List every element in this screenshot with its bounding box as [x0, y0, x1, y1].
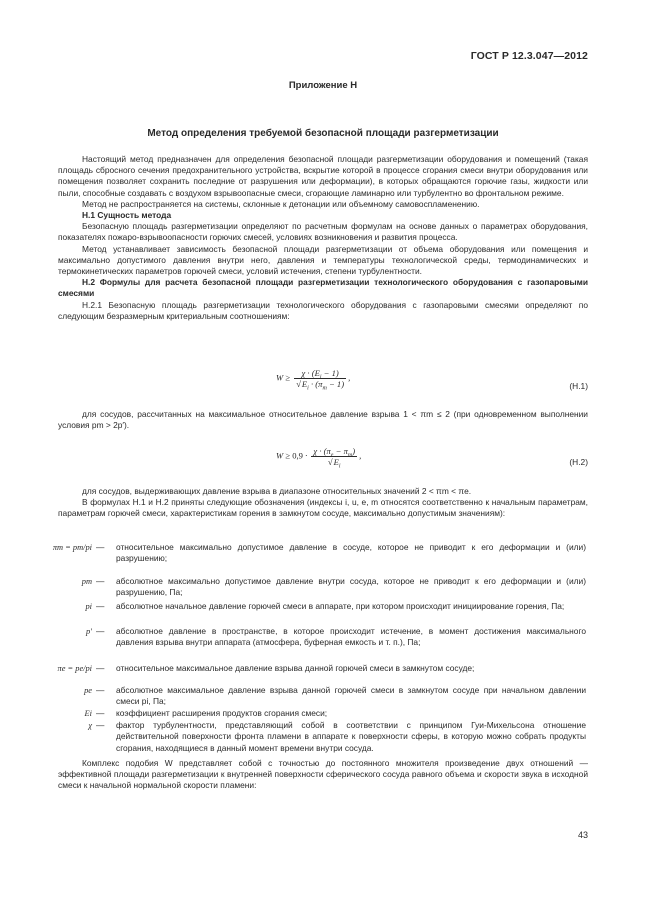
paragraph-notation-intro: В формулах Н.1 и Н.2 приняты следующие обозначения (индексы i, u, e, m относятся соответственно к начальным параметрам, параметрам горючей смеси, характеристикам горения в замкнутом сосуде, максимально допустимым значениям):	[58, 497, 588, 519]
definition-symbol: pe	[84, 686, 92, 695]
appendix-title: Приложение Н	[288, 80, 358, 91]
definition-symbol: πe = pe/pi	[57, 664, 92, 673]
paragraph-not-applicable: Метод не распространяется на системы, склонные к детонации или объемному самовоспламенению.	[82, 198, 480, 209]
definition-text: абсолютное максимальное давление взрыва данной горючей смеси в замкнутом сосуде при начальном давлении смеси pi, Па;	[116, 685, 586, 707]
definitions-list: πm = pm/pi — относительное максимально допустимое давление в сосуде, которое не приводит к его деформации и (или) разрушению; pm — абсолютное максимально допустимое давление внутри сосуда, которое не приводит к его деформации и (или) разрушению, Па; pi — абсолютное начальное давление горючей смеси в аппарате, при котором происходит инициирование горения, Па; p′ — абсолютное давление в пространстве, в которое происходит истечение, в момент достижения максимального давления взрыва внутри аппарата (атмосфера, буферная емкость и т. п.), Па; πe = pe/pi — относительное максимальное давление взрыва данной горючей смеси в замкнутом сосуде; pe — абсолютное максимальное давление взрыва данной горючей смеси в замкнутом сосуде при начальном давлении смеси pi, Па; Ei — коэффициент расширения продуктов сгорания смеси; χ — фактор турбулентности, представляющий собой в соответствии с принципом Гуи-Михельсона отношение действительной поверхности фронта пламени в аппарате к поверхности сферы, в которую можно собрать продукты сгорания, находящиеся в данный момент времени внутри сосуда.	[40, 542, 590, 752]
definition-text: относительное максимальное давление взрыва данной горючей смеси в замкнутом сосуде;	[116, 663, 475, 673]
definition-symbol: p′	[85, 627, 92, 636]
formula-h1-number: (Н.1)	[569, 381, 588, 391]
page-number: 43	[577, 830, 588, 840]
heading-h2: Н.2 Формулы для расчета безопасной площади разгерметизации технологического оборудования с газопаровыми смесями	[58, 277, 588, 299]
paragraph-h21: Н.2.1 Безопасную площадь разгерметизации технологического оборудования с газопаровыми смесями определяют по следующим безразмерным критериальным соотношениям:	[58, 299, 588, 321]
definition-symbol: pm	[81, 577, 92, 586]
formula-h2-number: (Н.2)	[569, 457, 588, 467]
formula-h2-coef: 0,9	[292, 450, 303, 461]
definition-symbol: πm = pm/pi	[52, 543, 92, 552]
formula-h1: W ≥ $\frac{\chi \cdot (E_i - 1)}{√E_i \cdot (\pi_m - 1)}$ ,	[276, 368, 351, 392]
definition-text: абсолютное давление в пространстве, в которое происходит истечение, в момент достижения максимального давления взрыва внутри аппарата (атмосфера, буферная емкость и т. п.), Па;	[116, 626, 586, 648]
paragraph-after-f1: для сосудов, рассчитанных на максимальное относительное давление взрыва 1 < πm ≤ 2 (при одновременном выполнении условия pm > 2p′).	[58, 409, 588, 431]
definition-text: абсолютное начальное давление горючей смеси в аппарате, при котором происходит инициирование горения, Па;	[116, 601, 565, 611]
document-header: ГОСТ Р 12.3.047—2012	[470, 50, 588, 62]
definition-text: фактор турбулентности, представляющий собой в соответствии с принципом Гуи-Михельсона отношение действительной поверхности фронта пламени в аппарате к поверхности сферы, в которую можно собрать продукты сгорания, находящиеся в данный момент времени внутри сосуда.	[116, 720, 586, 753]
paragraph-intro: Настоящий метод предназначен для определения безопасной площади разгерметизации оборудования и помещений (такая площадь сбросного сечения предохранительного устройства, вскрытие которой в процессе сгорания смеси внутри оборудования или помещения позволяет сохранить последние от разрушения или деформации), в которых обращаются горючие газы, жидкости или пыли, способные создавать с воздухом взрывоопасные смеси, сгорающие ламинарно или турбулентно во фронтальном режиме.	[58, 154, 588, 198]
definition-text: абсолютное максимально допустимое давление внутри сосуда, которое не приводит к его деформации и (или) разрушению, Па;	[116, 576, 586, 598]
definition-text: относительное максимально допустимое давление в сосуде, которое не приводит к его деформации и (или) разрушению;	[116, 542, 586, 564]
paragraph-h1-2: Метод устанавливает зависимость безопасной площади разгерметизации от объема оборудования или помещения и максимально допустимого давления внутри него, давления и температуры технологической среды, термодинамических и термокинетических параметров горючей смеси, условий истечения, степени турбулентности.	[58, 243, 588, 277]
section-title: Метод определения требуемой безопасной площади разгерметизации	[147, 128, 499, 139]
paragraph-after-f2: для сосудов, выдерживающих давление взрыва в диапазоне относительных значений 2 < πm < πe.	[82, 486, 472, 496]
paragraph-h1-1: Безопасную площадь разгерметизации определяют по расчетным формулам на основе данных о параметрах оборудования, показателях пожаро-взрывоопасности горючих смесей, условиях возникновения и развития процесса.	[58, 221, 588, 243]
heading-h1: Н.1 Сущность метода	[82, 210, 172, 221]
paragraph-closing: Комплекс подобия W представляет собой с точностью до постоянного множителя произведение двух отношений — эффективной площади разгерметизации к внутренней поверхности сферического сосуда равного объема и скорости звука в исходной смеси к начальной нормальной скорости пламени:	[58, 758, 588, 791]
body-text	[58, 154, 588, 322]
definition-symbol: χ	[88, 721, 92, 730]
notation-block	[58, 486, 588, 520]
formula-h2: W ≥ 0,9 · $\frac{\chi \cdot (\pi_e - \pi_m)}{√E_i}$ ,	[276, 446, 362, 470]
definition-symbol: pi	[85, 602, 92, 611]
definition-text: коэффициент расширения продуктов сгорания смеси;	[116, 708, 328, 718]
definition-symbol: Ei	[84, 709, 92, 718]
closing-block	[58, 758, 588, 792]
